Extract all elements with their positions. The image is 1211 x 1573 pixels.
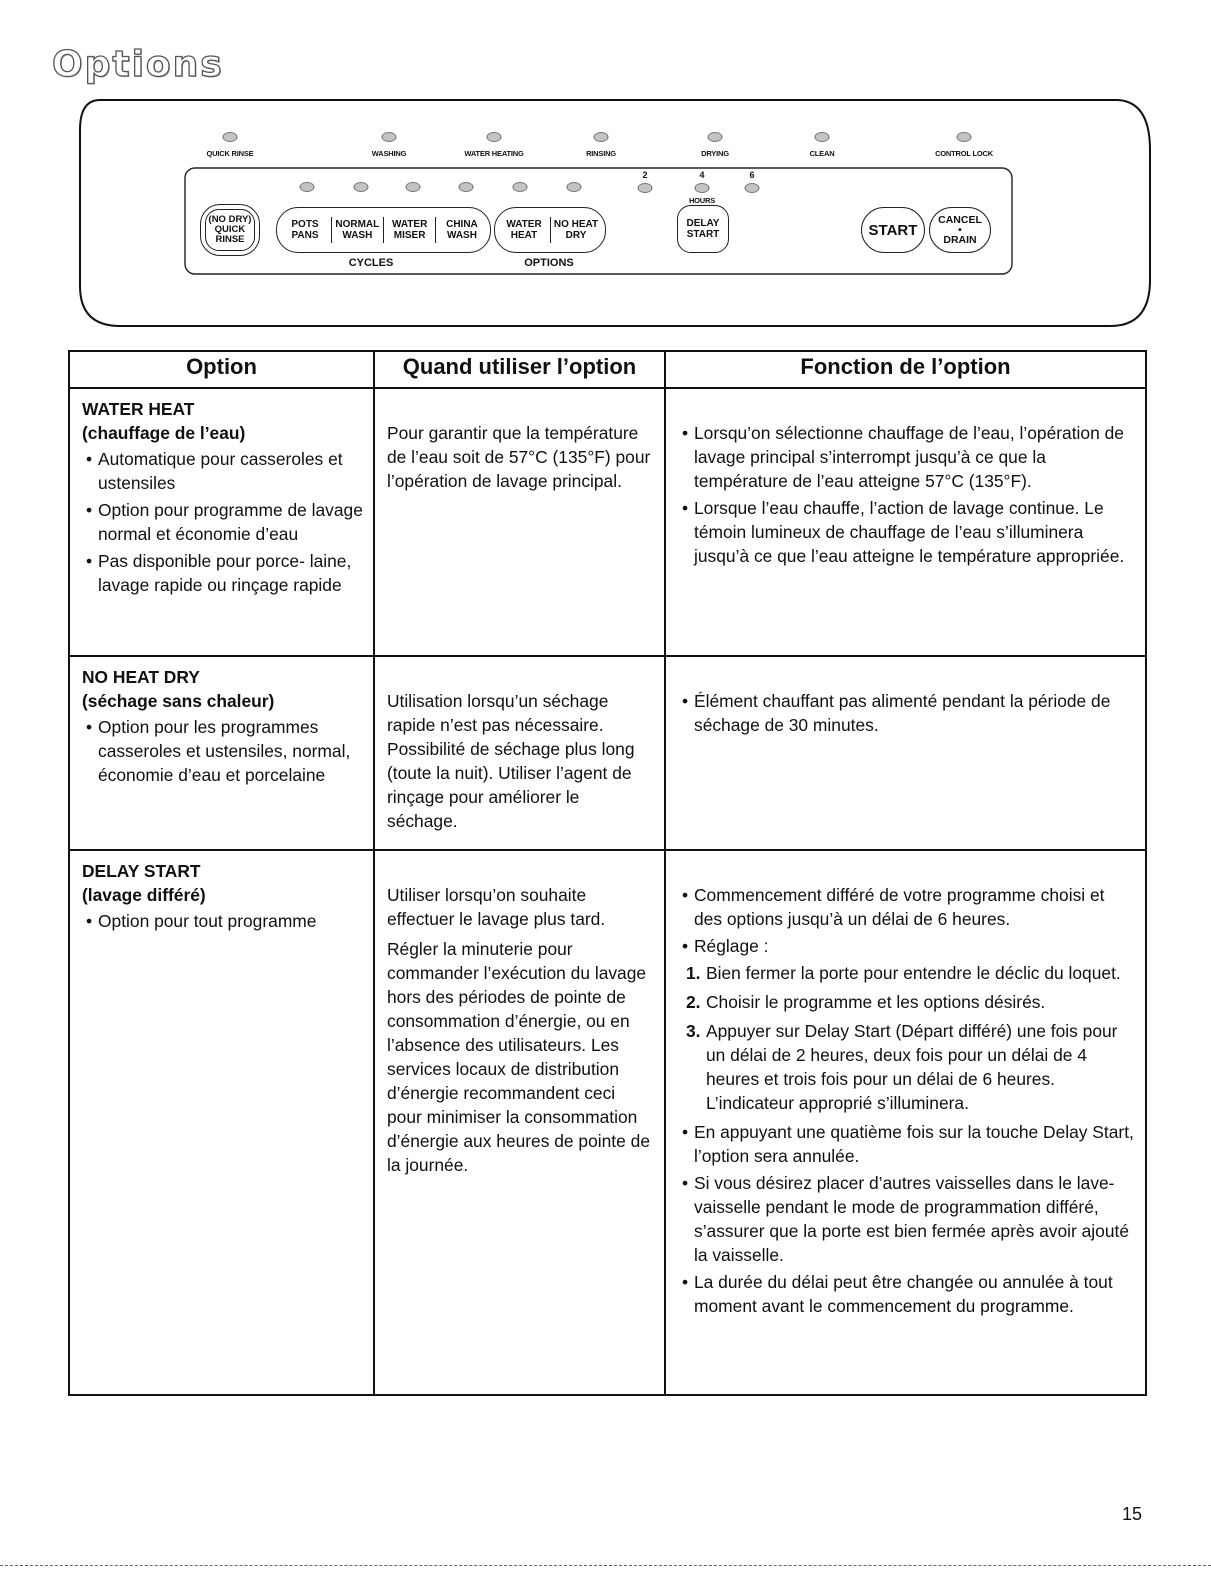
option-subname: (lavage différé) [82,885,206,905]
china-wash-button[interactable]: CHINA WASH [446,219,478,241]
table-row [69,656,1146,850]
control-panel-outline [0,0,1211,340]
delay-6-led [745,183,760,193]
quick-rinse-led [223,132,238,142]
when-cell [374,656,665,850]
header-when: Quand utiliser l’option [374,351,665,388]
delay-hours-4: 4 [699,170,705,180]
when-text: Utiliser lorsqu’on souhaite effectuer le lavage plus tard. [387,885,606,929]
option-bullet: • Option pour programme de lavage normal et économie d’eau [82,498,363,546]
option-bullet: • Option pour tout programme [82,909,363,933]
water-heat-button[interactable]: WATER HEAT [506,219,542,241]
option-cell [69,850,374,1395]
function-bullet: • Réglage : [678,934,1135,958]
pots-pans-button[interactable]: POTS PANS [291,219,319,241]
cycles-button-group [276,207,491,253]
washing-led [382,132,397,142]
step-text: Appuyer sur Delay Start (Départ différé) une fois pour un délai de 2 heures, deux fois pour un délai de 4 heures et trois fois pour un délai de 6 heures. L’indicateur approprié s’illuminera. [706,1021,1118,1113]
page-bottom-rule [0,1565,1211,1566]
step-number: 2. [686,992,701,1012]
function-bullet: • Lorsque l’eau chauffe, l’action de lavage continue. Le témoin lumineux de chauffage de l’eau s’illuminera jusqu’à ce que l’eau atteigne le température appropriée. [678,496,1135,568]
option-name: NO HEAT DRY [82,667,200,687]
status-label-rinsing: RINSING [586,149,616,158]
function-bullet: • Commencement différé de votre programme choisi et des options jusqu’à un délai de 6 heures. [678,883,1135,931]
drying-led [708,132,723,142]
no-heat-dry-led [567,182,582,192]
quick-rinse-button[interactable] [200,204,260,256]
step-item [686,990,1135,1014]
china-wash-led [459,182,474,192]
step-number: 1. [686,963,701,983]
table-row [69,850,1146,1395]
status-label-washing: WASHING [371,149,407,158]
status-label-water-heating: WATER HEATING [464,149,524,158]
delay-2-led [638,183,653,193]
table-header-row [69,351,1146,388]
when-text: Régler la minuterie pour commander l’exécution du lavage hors des périodes de pointe de consommation d’énergie, ou en l’absence des utilisateurs. Les services locaux de distribution d’énergie recommandent ceci pour minimiser la consommation d’énergie aux heures de pointe de la journée. [387,939,650,1175]
options-label: OPTIONS [524,257,574,269]
water-heating-led [487,132,502,142]
water-heat-led [513,182,528,192]
cancel-drain-button-label: CANCEL • DRAIN [938,214,982,246]
pots-pans-led [300,182,315,192]
when-text: Pour garantir que la température de l’eau soit de 57°C (135°F) pour l’opération de lavage principal. [387,423,651,491]
options-button-group [494,207,606,253]
header-option: Option [69,351,374,388]
table-row [69,388,1146,656]
option-subname: (chauffage de l’eau) [82,423,246,443]
water-miser-button[interactable]: WATER MISER [391,219,428,241]
function-bullet: • Si vous désirez placer d’autres vaisselles dans le lave-vaisselle pendant le mode de programmation différé, s’assurer que la porte est bien fermée après avoir ajouté la vaisselle. [678,1171,1135,1267]
option-bullet: • Option pour les programmes casseroles et ustensiles, normal, économie d’eau et porcelaine [82,715,363,787]
delay-hours-6: 6 [749,170,755,180]
function-bullet: • La durée du délai peut être changée ou annulée à tout moment avant le commencement du programme. [678,1270,1135,1318]
clean-led [815,132,830,142]
delay-start-button-label: DELAY START [686,218,720,240]
step-text: Choisir le programme et les options désirés. [706,992,1046,1012]
status-label-drying: DRYING [701,149,729,158]
status-label-clean: CLEAN [809,149,835,158]
start-button-label: START [868,221,918,239]
cycles-label: CYCLES [348,257,394,269]
function-cell [665,656,1146,850]
option-subname: (séchage sans chaleur) [82,691,275,711]
delay-4-led [695,183,710,193]
option-name: WATER HEAT [82,399,195,419]
function-bullet: • En appuyant une quatième fois sur la touche Delay Start, l’option sera annulée. [678,1120,1135,1168]
status-label-control-lock: CONTROL LOCK [935,149,993,158]
when-text: Utilisation lorsqu’un séchage rapide n’est pas nécessaire. Possibilité de séchage plus long (toute la nuit). Utiliser l’agent de rinçage pour améliorer le séchage. [387,691,635,831]
function-cell [665,850,1146,1395]
start-button[interactable] [861,207,925,253]
when-cell [374,850,665,1395]
function-bullet: • Lorsqu’on sélectionne chauffage de l’eau, l’opération de lavage principal s’interrompt jusqu’à ce que la température de l’eau atteigne 57°C (135°F). [678,421,1135,493]
delay-hours-2: 2 [642,170,648,180]
delay-start-button[interactable] [677,205,729,253]
water-miser-led [406,182,421,192]
control-lock-led [957,132,972,142]
step-item [686,1019,1135,1115]
quick-rinse-button-label: (NO DRY) QUICK RINSE [208,214,252,245]
header-function: Fonction de l’option [665,351,1146,388]
function-bullet: • Élément chauffant pas alimenté pendant la période de séchage de 30 minutes. [678,689,1135,737]
option-cell [69,656,374,850]
cancel-drain-button[interactable] [929,207,991,253]
when-cell [374,388,665,656]
page-title: Options [52,44,224,85]
option-name: DELAY START [82,861,201,881]
normal-wash-led [354,182,369,192]
step-number: 3. [686,1021,701,1041]
rinsing-led [594,132,609,142]
step-text: Bien fermer la porte pour entendre le déclic du loquet. [706,963,1121,983]
step-item [686,961,1135,985]
function-cell [665,388,1146,656]
status-label-quick-rinse: QUICK RINSE [206,149,254,158]
option-bullet: • Pas disponible pour porce- laine, lavage rapide ou rinçage rapide [82,549,363,597]
page-number: 15 [1122,1504,1143,1524]
option-bullet: • Automatique pour casseroles et ustensiles [82,447,363,495]
option-cell [69,388,374,656]
hours-label: HOURS [688,196,716,205]
normal-wash-button[interactable]: NORMAL WASH [335,219,380,241]
options-table [68,350,1147,1396]
no-heat-dry-button[interactable]: NO HEAT DRY [553,219,599,241]
